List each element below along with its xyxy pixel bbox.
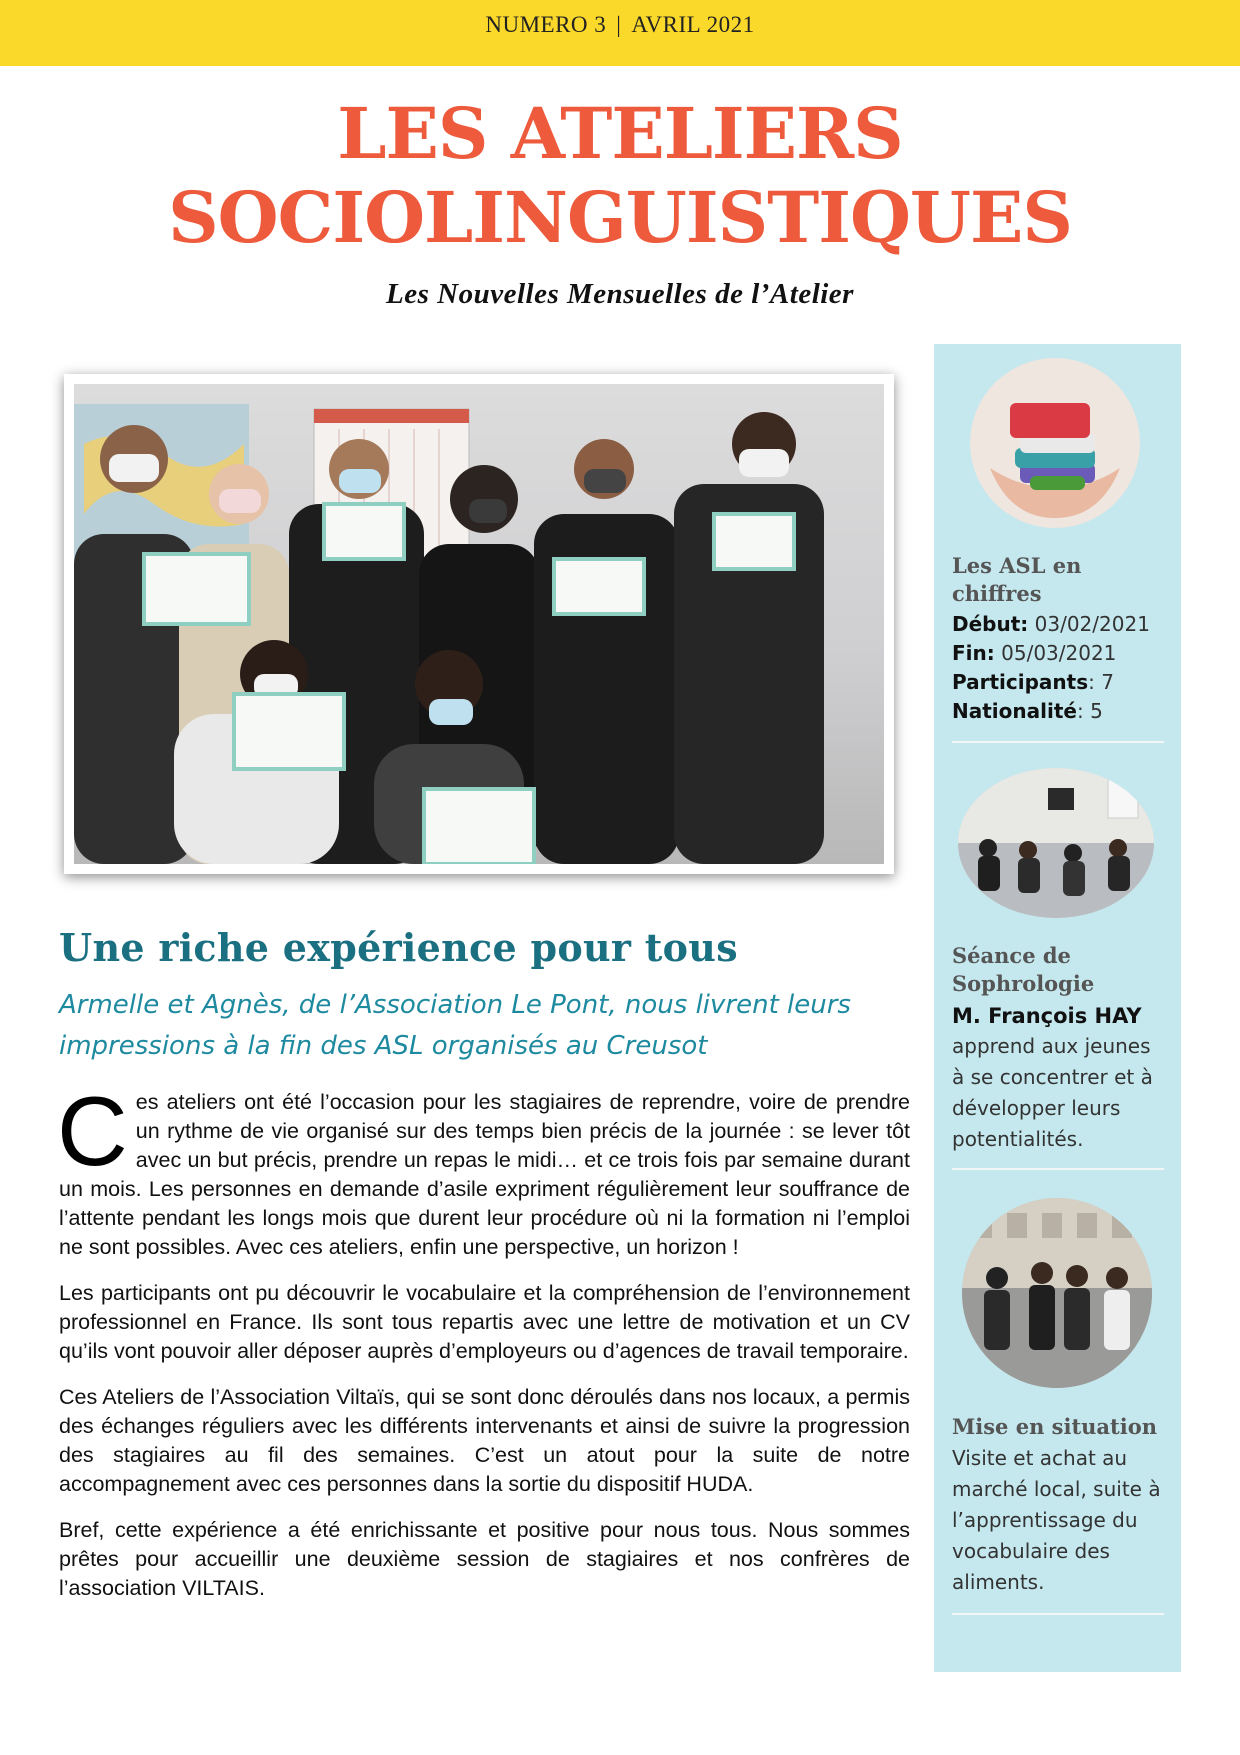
stat-nationalite-label: Nationalité bbox=[952, 699, 1077, 723]
article-lede: Armelle et Agnès, de l’Association Le Pont, nous livrent leurs impressions à la fin des ASL organisés au Creusot bbox=[59, 990, 851, 1061]
stat-debut bbox=[952, 610, 1167, 639]
sophrology-text: apprend aux jeunes à se concentrer et à développer leurs potentialités. bbox=[952, 1034, 1153, 1151]
market-visit-icon bbox=[962, 1198, 1152, 1388]
situation-text: Visite et achat au marché local, suite à l’apprentissage du vocabulaire des aliments. bbox=[952, 1446, 1161, 1594]
sophrology-block bbox=[952, 942, 1167, 1155]
issue-separator: | bbox=[616, 12, 622, 37]
issue-line bbox=[0, 12, 1240, 38]
stat-debut-label: Début: bbox=[952, 612, 1029, 636]
top-banner bbox=[0, 0, 1240, 66]
group-photo-illustration bbox=[74, 384, 884, 864]
sidebar-divider-3 bbox=[952, 1613, 1164, 1615]
stat-participants-value: : 7 bbox=[1088, 670, 1114, 694]
article-paragraph-3: Ces Ateliers de l’Association Viltaïs, qui se sont donc déroulés dans nos locaux, a permis des échanges réguliers avec les différents intervenants et ainsi de suivre la progression des stagiaires au fil des semaines. C’est un atout pour la suite de notre accompagnement avec ces personnes dans la sortie du dispositif HUDA. bbox=[59, 1385, 910, 1496]
article-paragraph-2: Les participants ont pu découvrir le vocabulaire et la compréhension de l’environnement professionnel en France. Ils sont tous repartis avec une lettre de motivation et un CV qu’ils vont pouvoir aller déposer auprès d’employeurs ou d’agences de travail temporaire. bbox=[59, 1281, 910, 1363]
stat-debut-value: 03/02/2021 bbox=[1034, 612, 1150, 636]
situation-block bbox=[952, 1413, 1167, 1598]
page-title bbox=[0, 92, 1240, 260]
group-photo bbox=[74, 384, 884, 864]
market-photo bbox=[962, 1198, 1152, 1388]
drop-cap: C bbox=[57, 1076, 128, 1186]
stat-participants bbox=[952, 668, 1167, 697]
sophrology-name: M. François HAY bbox=[952, 1004, 1142, 1028]
stat-nationalite-value: : 5 bbox=[1076, 699, 1103, 723]
title-line-2: SOCIOLINGUISTIQUES bbox=[168, 176, 1072, 259]
sidebar-divider-1 bbox=[952, 741, 1164, 743]
page-subtitle: Les Nouvelles Mensuelles de l’Atelier bbox=[386, 278, 854, 310]
stat-fin bbox=[952, 639, 1167, 668]
title-line-1: LES ATELIERS bbox=[337, 92, 903, 175]
paragraph-1-text: es ateliers ont été l’occasion pour les stagiaires de reprendre, voire de prendre un rythme de vie organisé sur des temps bien précis de la journée : se lever tôt avec un but précis, prendre un repas le midi… et ce trois fois par semaine durant un mois. Les personnes en demande d’asile expriment régulièrement leur souffrance de l’attente pendant les longs mois que durent leur procédure où ni la formation ni l’emploi ne sont possibles. Avec ces ateliers, enfin une perspective, un horizon ! bbox=[59, 1090, 910, 1259]
sophrology-photo bbox=[958, 768, 1154, 918]
sophrology-room-icon bbox=[958, 768, 1154, 918]
situation-heading: Mise en situation bbox=[952, 1414, 1157, 1439]
article-body bbox=[57, 1076, 910, 1620]
stat-fin-label: Fin: bbox=[952, 641, 995, 665]
stat-participants-label: Participants bbox=[952, 670, 1089, 694]
sophrology-heading: Séance de Sophrologie bbox=[952, 943, 1095, 996]
issue-date: AVRIL 2021 bbox=[631, 12, 755, 37]
article-heading: Une riche expérience pour tous bbox=[59, 925, 738, 970]
stat-fin-value: 05/03/2021 bbox=[1001, 641, 1117, 665]
article-paragraph-4: Bref, cette expérience a été enrichissante et positive pour nous tous. Nous sommes prêtes pour accueillir une deuxième session de stagiaires et nos confrères de l’association VILTAIS. bbox=[59, 1518, 910, 1600]
main-photo-frame bbox=[64, 374, 894, 874]
issue-number: NUMERO 3 bbox=[485, 12, 607, 37]
stats-heading: Les ASL en chiffres bbox=[952, 553, 1082, 606]
sidebar-divider-2 bbox=[952, 1168, 1164, 1170]
stats-block bbox=[952, 552, 1167, 726]
clay-photo bbox=[970, 358, 1140, 528]
clay-in-hands-icon bbox=[970, 358, 1140, 528]
article-paragraph-1 bbox=[57, 1076, 910, 1262]
stat-nationalite bbox=[952, 697, 1167, 726]
